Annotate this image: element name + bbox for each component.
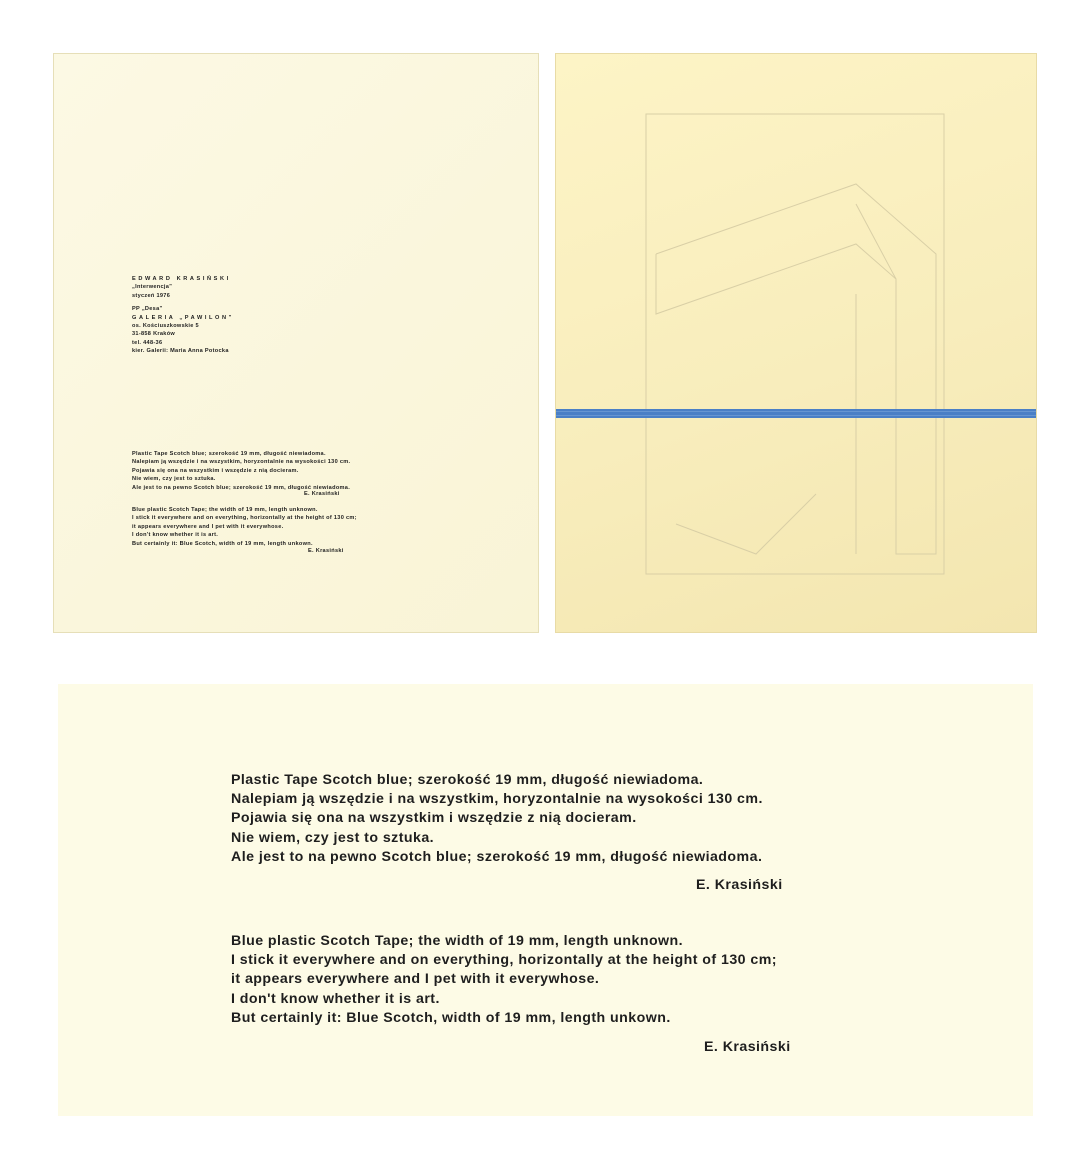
gallery-phone: tel. 448-36 — [132, 339, 163, 346]
gallery-name: GALERIA „PAWILON” — [132, 314, 234, 321]
text-line: I stick it everywhere and on everything, horizontally at the height of 130 cm; — [231, 952, 777, 969]
pencil-drawing — [656, 184, 936, 554]
exhibition-header — [132, 275, 234, 356]
pencil-frame — [646, 114, 944, 574]
catalogue-text-page — [54, 54, 538, 632]
english-text — [231, 932, 777, 1028]
pencil-drawing — [676, 294, 856, 554]
text-line: I don't know whether it is art. — [132, 532, 219, 539]
english-signature: E. Krasiński — [704, 1039, 791, 1055]
polish-text-small — [132, 450, 350, 492]
text-line: Blue plastic Scotch Tape; the width of 19 mm, length unknown. — [132, 507, 318, 513]
text-line: it appears everywhere and I pet with it everywhose. — [132, 523, 284, 530]
polish-signature: E. Krasiński — [696, 877, 783, 893]
enlarged-text-detail — [58, 684, 1033, 1116]
text-line: Nalepiam ją wszędzie i na wszystkim, horyzontalnie na wysokości 130 cm. — [132, 459, 351, 466]
text-line: Plastic Tape Scotch blue; szerokość 19 mm, długość niewiadoma. — [231, 772, 704, 788]
text-line: Blue plastic Scotch Tape; the width of 19 mm, length unknown. — [231, 933, 684, 949]
organizer: PP „Desa” — [132, 306, 163, 313]
exhibition-date: styczeń 1976 — [132, 292, 171, 299]
text-line: Nalepiam ją wszędzie i na wszystkim, horyzontalnie na wysokości 130 cm. — [231, 791, 763, 808]
text-line: Ale jest to na pewno Scotch blue; szerokość 19 mm, długość niewiadoma. — [132, 484, 351, 491]
gallery-director: kier. Galerii: Maria Anna Potocka — [132, 348, 229, 355]
exhibition-title: „Interwencja” — [132, 284, 173, 291]
polish-text — [231, 771, 763, 867]
gallery-city: 31-858 Kraków — [132, 331, 176, 338]
text-line: I don't know whether it is art. — [231, 990, 440, 1007]
text-line: But certainly it: Blue Scotch, width of 19 mm, length unkown. — [231, 1009, 671, 1026]
text-line: Pojawia się ona na wszystkim i wszędzie z nią docieram. — [231, 810, 637, 827]
english-signature-small: E. Krasiński — [308, 548, 344, 554]
polish-signature-small: E. Krasiński — [304, 491, 340, 497]
english-text-small — [132, 506, 357, 548]
blue-tape-strip — [556, 409, 1036, 418]
artist-name: EDWARD KRASIŃSKI — [132, 276, 231, 282]
gallery-address: os. Kościuszkowskie 5 — [132, 323, 199, 330]
text-line: Pojawia się ona na wszystkim i wszędzie z nią docieram. — [132, 467, 299, 474]
text-line: I stick it everywhere and on everything, horizontally at the height of 130 cm; — [132, 515, 357, 522]
text-line: Nie wiem, czy jest to sztuka. — [132, 476, 216, 483]
pencil-drawing — [656, 244, 896, 314]
catalogue-cover-page — [556, 54, 1036, 632]
text-line: Ale jest to na pewno Scotch blue; szerokość 19 mm, długość niewiadoma. — [231, 848, 763, 865]
text-line: Nie wiem, czy jest to sztuka. — [231, 829, 435, 846]
text-line: Plastic Tape Scotch blue; szerokość 19 mm, długość niewiadoma. — [132, 451, 326, 457]
text-line: it appears everywhere and I pet with it everywhose. — [231, 971, 600, 988]
cover-artwork — [556, 54, 1036, 632]
text-line: But certainly it: Blue Scotch, width of 19 mm, length unkown. — [132, 540, 313, 547]
